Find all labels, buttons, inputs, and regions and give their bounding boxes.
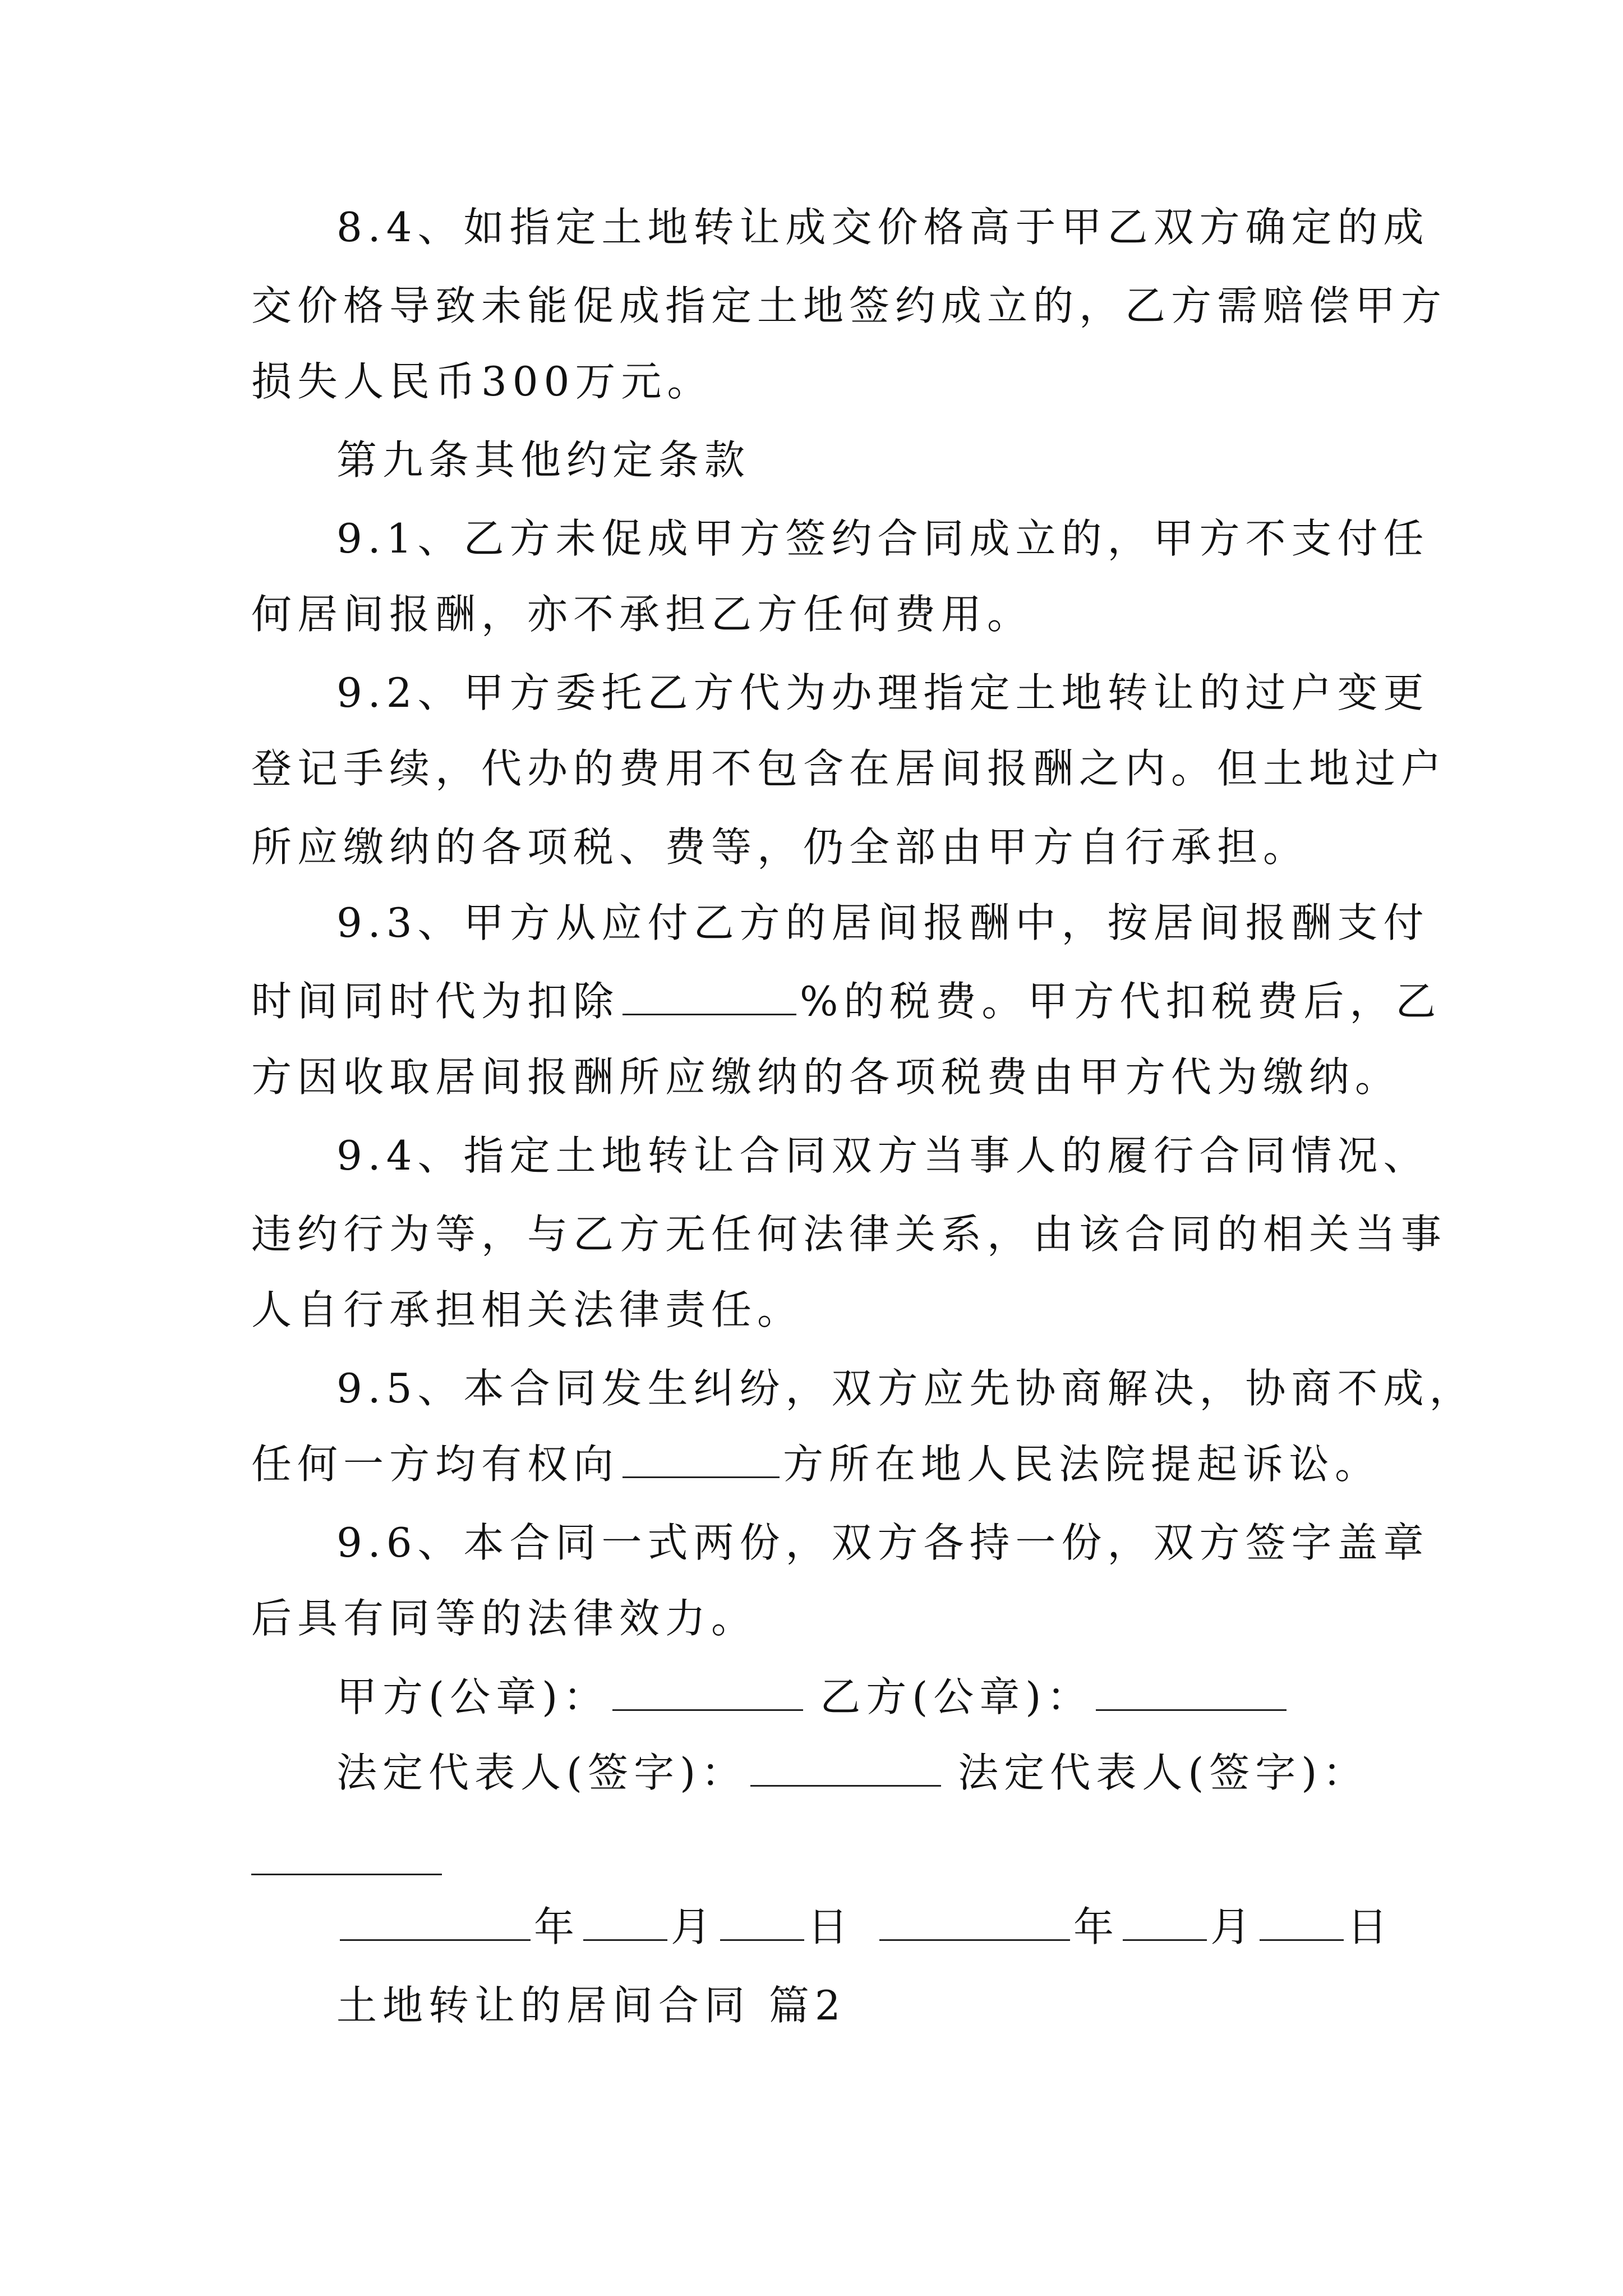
paragraph-9-3-suffix: %的税费。甲方代扣税费后，乙 — [800, 978, 1442, 1025]
party-b-year-label: 年 — [1073, 1903, 1120, 1950]
paragraph-9-4-line-1: 9.4、指定土地转让合同双方当事人的履行合同情况、 — [336, 1132, 1430, 1179]
date-row — [336, 1899, 1393, 1955]
party-b-rep-blank[interactable] — [251, 1874, 442, 1875]
party-b-month-label: 月 — [1210, 1903, 1257, 1950]
paragraph-9-1-line-2: 何居间报酬，亦不承担乙方任何费用。 — [251, 591, 1034, 638]
party-a-day-blank[interactable] — [720, 1900, 804, 1941]
paragraph-9-5-prefix: 任何一方均有权向 — [251, 1441, 620, 1488]
section-title: 土地转让的居间合同 篇2 — [336, 1982, 846, 2029]
court-location-blank[interactable] — [623, 1437, 780, 1478]
paragraph-9-2-line-3: 所应缴纳的各项税、费等，仍全部由甲方自行承担。 — [251, 823, 1310, 871]
party-a-day-label: 日 — [808, 1903, 854, 1950]
party-b-day-blank[interactable] — [1260, 1900, 1344, 1941]
paragraph-8-4-line-3: 损失人民币300万元。 — [251, 358, 713, 405]
paragraph-9-3-line-1: 9.3、甲方从应付乙方的居间报酬中，按居间报酬支付 — [336, 899, 1430, 946]
seal-row — [336, 1669, 1290, 1725]
paragraph-9-6-line-2: 后具有同等的法律效力。 — [251, 1595, 758, 1642]
paragraph-8-4-line-2: 交价格导致未能促成指定土地签约成立的，乙方需赔偿甲方 — [251, 282, 1447, 329]
party-a-seal-label: 甲方(公章)： — [336, 1673, 610, 1720]
paragraph-9-5-line-1: 9.5、本合同发生纠纷，双方应先协商解决，协商不成， — [336, 1365, 1476, 1412]
party-a-month-blank[interactable] — [583, 1900, 667, 1941]
paragraph-9-4-line-2: 违约行为等，与乙方无任何法律关系，由该合同的相关当事 — [251, 1211, 1447, 1258]
party-a-rep-blank[interactable] — [750, 1746, 941, 1787]
party-a-year-label: 年 — [534, 1903, 580, 1950]
paragraph-9-2-line-2: 登记手续，代办的费用不包含在居间报酬之内。但土地过户 — [251, 745, 1447, 792]
party-a-year-blank[interactable] — [340, 1900, 531, 1941]
party-a-rep-label: 法定代表人(签字)： — [336, 1749, 748, 1796]
paragraph-9-4-line-3: 人自行承担相关法律责任。 — [251, 1286, 804, 1333]
party-b-day-label: 日 — [1347, 1903, 1394, 1950]
party-b-rep-label: 法定代表人(签字)： — [958, 1749, 1369, 1796]
article-9-heading: 第九条其他约定条款 — [336, 436, 751, 484]
party-b-month-blank[interactable] — [1123, 1900, 1207, 1941]
paragraph-9-1-line-1: 9.1、乙方未促成甲方签约合同成立的，甲方不支付任 — [336, 515, 1430, 562]
paragraph-9-5-suffix: 方所在地人民法院提起诉讼。 — [783, 1441, 1381, 1488]
tax-rate-blank[interactable] — [623, 974, 796, 1015]
party-b-seal-label: 乙方(公章)： — [820, 1673, 1093, 1720]
paragraph-9-5-line-2 — [251, 1436, 1381, 1492]
party-b-year-blank[interactable] — [879, 1900, 1070, 1941]
paragraph-9-6-line-1: 9.6、本合同一式两份，双方各持一份，双方签字盖章 — [336, 1519, 1430, 1566]
party-b-seal-blank[interactable] — [1096, 1670, 1287, 1711]
paragraph-9-3-prefix: 时间同时代为扣除 — [251, 978, 620, 1025]
paragraph-9-3-line-3: 方因收取居间报酬所应缴纳的各项税费由甲方代为缴纳。 — [251, 1053, 1401, 1101]
paragraph-9-3-line-2 — [251, 973, 1441, 1029]
paragraph-8-4-line-1: 8.4、如指定土地转让成交价格高于甲乙双方确定的成 — [336, 204, 1430, 251]
paragraph-9-2-line-1: 9.2、甲方委托乙方代为办理指定土地转让的过户变更 — [336, 669, 1430, 716]
party-a-seal-blank[interactable] — [612, 1670, 803, 1711]
representative-row — [336, 1745, 1368, 1801]
party-a-month-label: 月 — [671, 1903, 717, 1950]
